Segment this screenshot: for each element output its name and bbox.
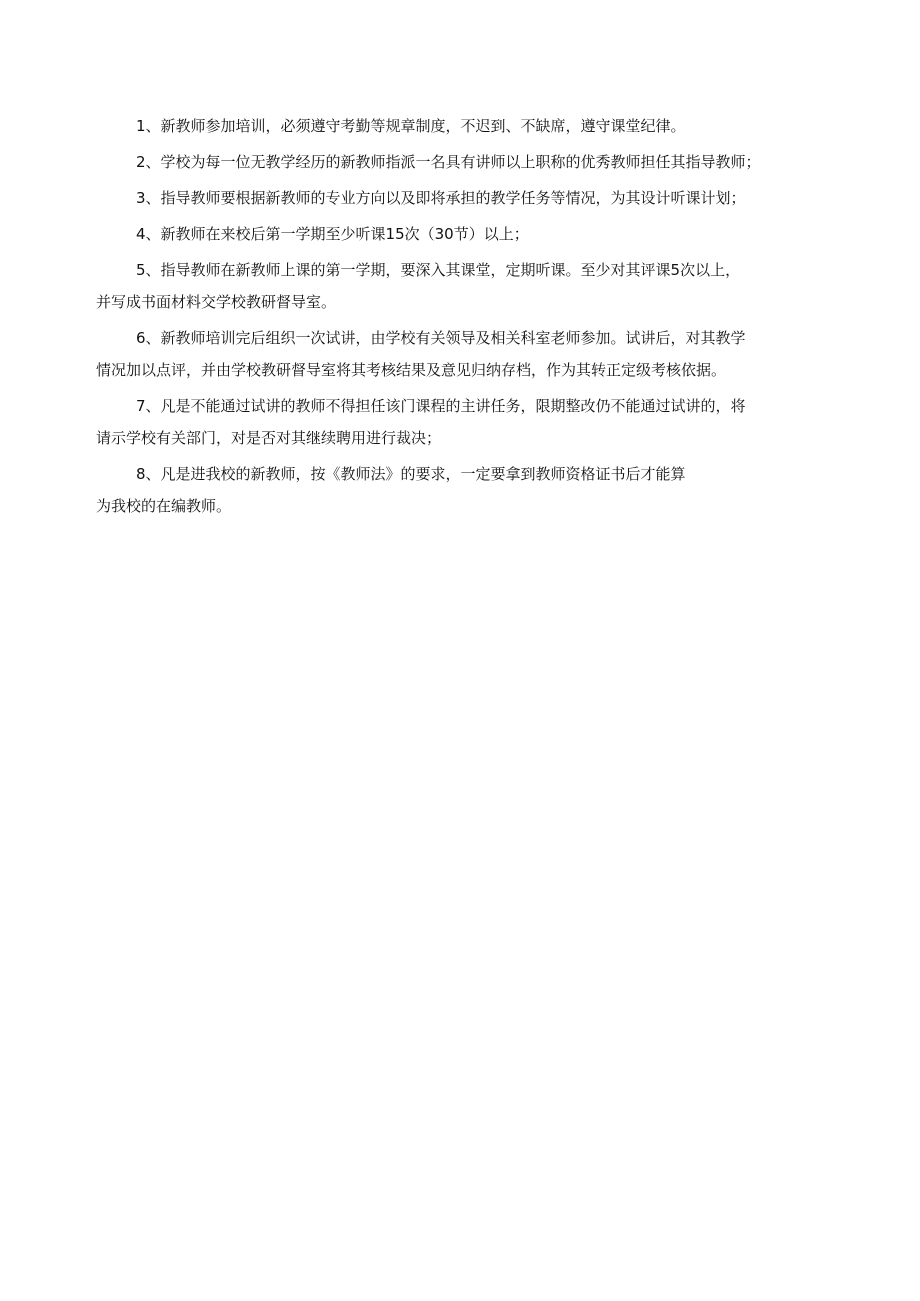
paragraph-2 bbox=[96, 146, 836, 178]
paragraph-line: 5、指导教师在新教师上课的第一学期，要深入其课堂，定期听课。至少对其评课5次以上， bbox=[136, 261, 741, 279]
paragraph-line: 8、凡是进我校的新教师，按《教师法》的要求，一定要拿到教师资格证书后才能算 bbox=[136, 465, 686, 483]
paragraph-1 bbox=[96, 110, 836, 142]
paragraph-line: 7、凡是不能通过试讲的教师不得担任该门课程的主讲任务，限期整改仍不能通过试讲的，将 bbox=[136, 397, 746, 415]
paragraph-line: 并写成书面材料交学校教研督导室。 bbox=[96, 293, 337, 311]
paragraph-5 bbox=[96, 254, 836, 318]
paragraph-line: 2、学校为每一位无教学经历的新教师指派一名具有讲师以上职称的优秀教师担任其指导教师； bbox=[136, 153, 761, 171]
paragraph-line: 情况加以点评，并由学校教研督导室将其考核结果及意见归纳存档，作为其转正定级考核依据。 bbox=[96, 361, 727, 379]
paragraph-line: 为我校的在编教师。 bbox=[96, 497, 232, 515]
paragraph-8 bbox=[96, 458, 836, 522]
paragraph-line: 4、新教师在来校后第一学期至少听课15次（30节）以上； bbox=[136, 225, 529, 243]
document-body bbox=[96, 110, 836, 526]
paragraph-line: 3、指导教师要根据新教师的专业方向以及即将承担的教学任务等情况，为其设计听课计划； bbox=[136, 189, 746, 207]
paragraph-7 bbox=[96, 390, 836, 454]
paragraph-6 bbox=[96, 322, 836, 386]
paragraph-4 bbox=[96, 218, 836, 250]
paragraph-line: 1、新教师参加培训，必须遵守考勤等规章制度，不迟到、不缺席，遵守课堂纪律。 bbox=[136, 117, 686, 135]
paragraph-3 bbox=[96, 182, 836, 214]
paragraph-line: 请示学校有关部门，对是否对其继续聘用进行裁决； bbox=[96, 429, 442, 447]
paragraph-line: 6、新教师培训完后组织一次试讲，由学校有关领导及相关科室老师参加。试讲后，对其教学 bbox=[136, 329, 746, 347]
